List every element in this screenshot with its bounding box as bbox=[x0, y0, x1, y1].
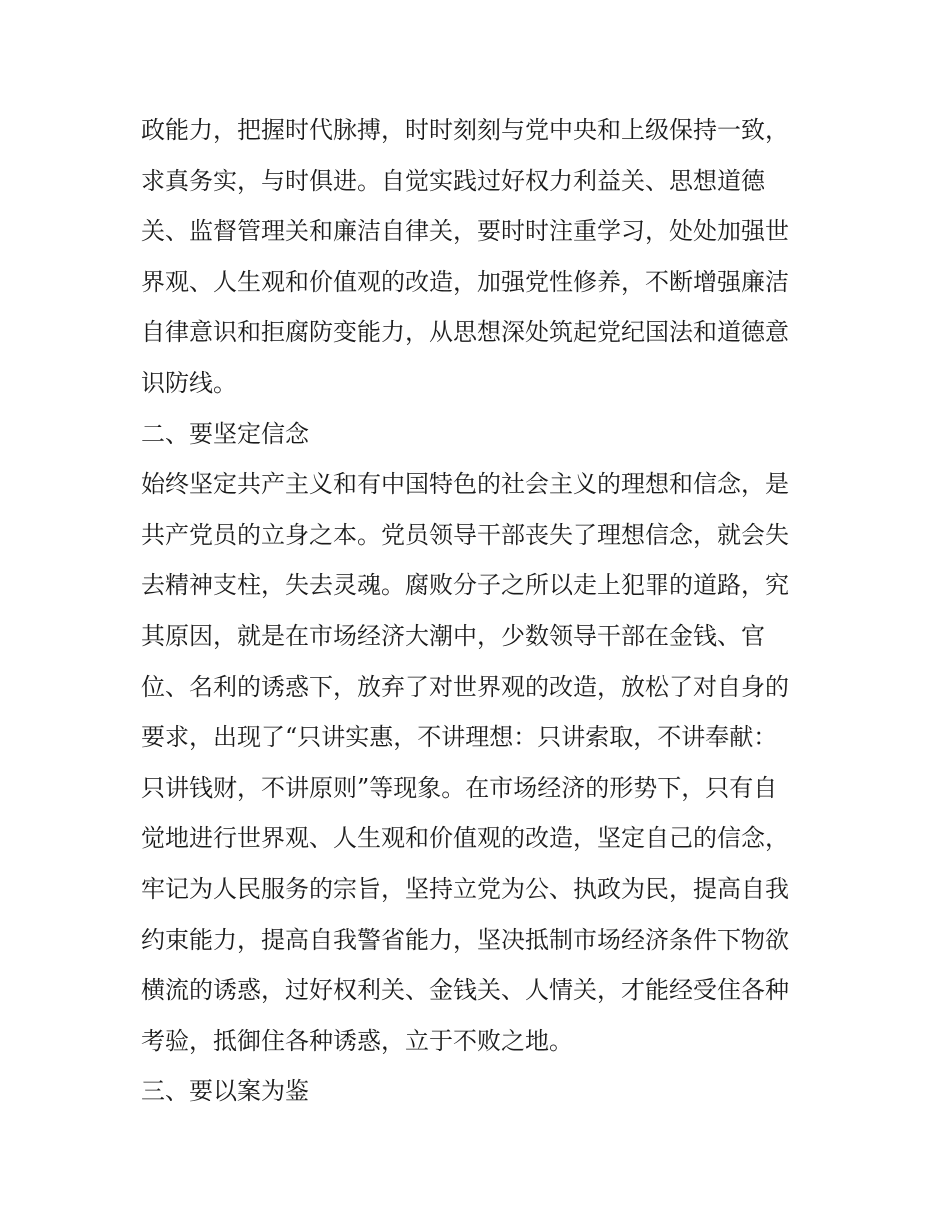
text-line: 政能力，把握时代脉搏，时时刻刻与党中央和上级保持一致， bbox=[141, 116, 789, 144]
text-line: 只讲钱财，不讲原则”等现象。在市场经济的形势下，只有自 bbox=[141, 773, 778, 802]
text-line: 识防线。 bbox=[141, 368, 237, 397]
text-line: 去精神支柱，失去灵魂。腐败分子之所以走上犯罪的道路，究 bbox=[141, 571, 789, 600]
text-line: 关、监督管理关和廉洁自律关，要时时注重学习，处处加强世 bbox=[141, 217, 789, 246]
document-body bbox=[141, 105, 813, 1117]
text-line: 牢记为人民服务的宗旨，坚持立党为公、执政为民，提高自我 bbox=[141, 874, 789, 903]
text-line: 其原因，就是在市场经济大潮中，少数领导干部在金钱、官 bbox=[141, 621, 765, 650]
text-line: 考验，抵御住各种诱惑，立于不败之地。 bbox=[141, 1026, 573, 1055]
text-line: 自律意识和拒腐防变能力，从思想深处筑起党纪国法和道德意 bbox=[141, 318, 789, 347]
text-line: 界观、人生观和价值观的改造，加强党性修养，不断增强廉洁 bbox=[141, 267, 789, 296]
text-line: 横流的诱惑，过好权利关、金钱关、人情关，才能经受住各种 bbox=[141, 976, 789, 1005]
text-line: 约束能力，提高自我警省能力，坚决抵制市场经济条件下物欲 bbox=[141, 925, 789, 954]
text-line: 始终坚定共产主义和有中国特色的社会主义的理想和信念，是 bbox=[141, 470, 789, 499]
text-line: 觉地进行世界观、人生观和价值观的改造，坚定自己的信念， bbox=[141, 824, 789, 853]
section-heading: 三、要以案为鉴 bbox=[141, 1077, 309, 1106]
text-line: 位、名利的诱惑下，放弃了对世界观的改造，放松了对自身的 bbox=[141, 672, 789, 701]
section-heading: 二、要坚定信念 bbox=[141, 419, 309, 448]
text-line: 共产党员的立身之本。党员领导干部丧失了理想信念，就会失 bbox=[141, 520, 789, 549]
text-line: 求真务实，与时俱进。自觉实践过好权力利益关、思想道德 bbox=[141, 166, 765, 195]
text-line: 要求，出现了“只讲实惠，不讲理想：只讲索取，不讲奉献： bbox=[141, 723, 778, 752]
